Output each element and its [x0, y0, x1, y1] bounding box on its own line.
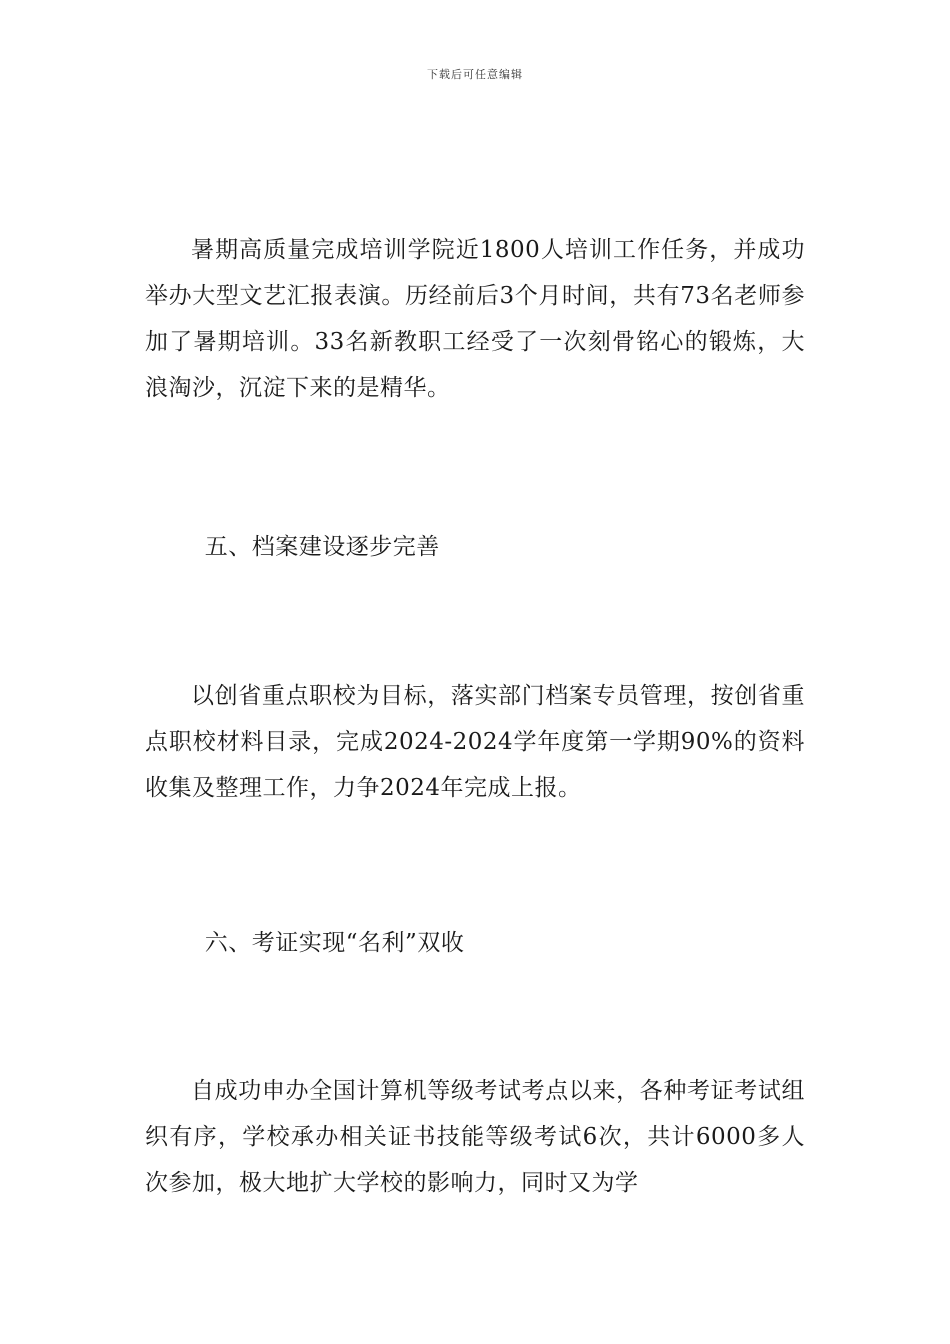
paragraph-certification: 自成功申办全国计算机等级考试考点以来，各种考证考试组织有序，学校承办相关证书技能等级考试6次，共计6000多人次参加，极大地扩大学校的影响力，同时又为学	[145, 1078, 805, 1196]
section-heading-archives: 五、档案建设逐步完善	[204, 534, 440, 560]
section-heading-certification: 六、考证实现“名利”双收	[204, 930, 465, 956]
paragraph-archives: 以创省重点职校为目标，落实部门档案专员管理，按创省重点职校材料目录，完成2024-2024学年度第一学期90%的资料收集及整理工作，力争2024年完成上报。	[145, 683, 805, 801]
page-header-note: 下载后可任意编辑	[427, 68, 523, 81]
paragraph-summer-training: 暑期高质量完成培训学院近1800人培训工作任务，并成功举办大型文艺汇报表演。历经前后3个月时间，共有73名老师参加了暑期培训。33名新教职工经受了一次刻骨铭心的锻炼，大浪淘沙，沉淀下来的是精华。	[145, 237, 805, 401]
